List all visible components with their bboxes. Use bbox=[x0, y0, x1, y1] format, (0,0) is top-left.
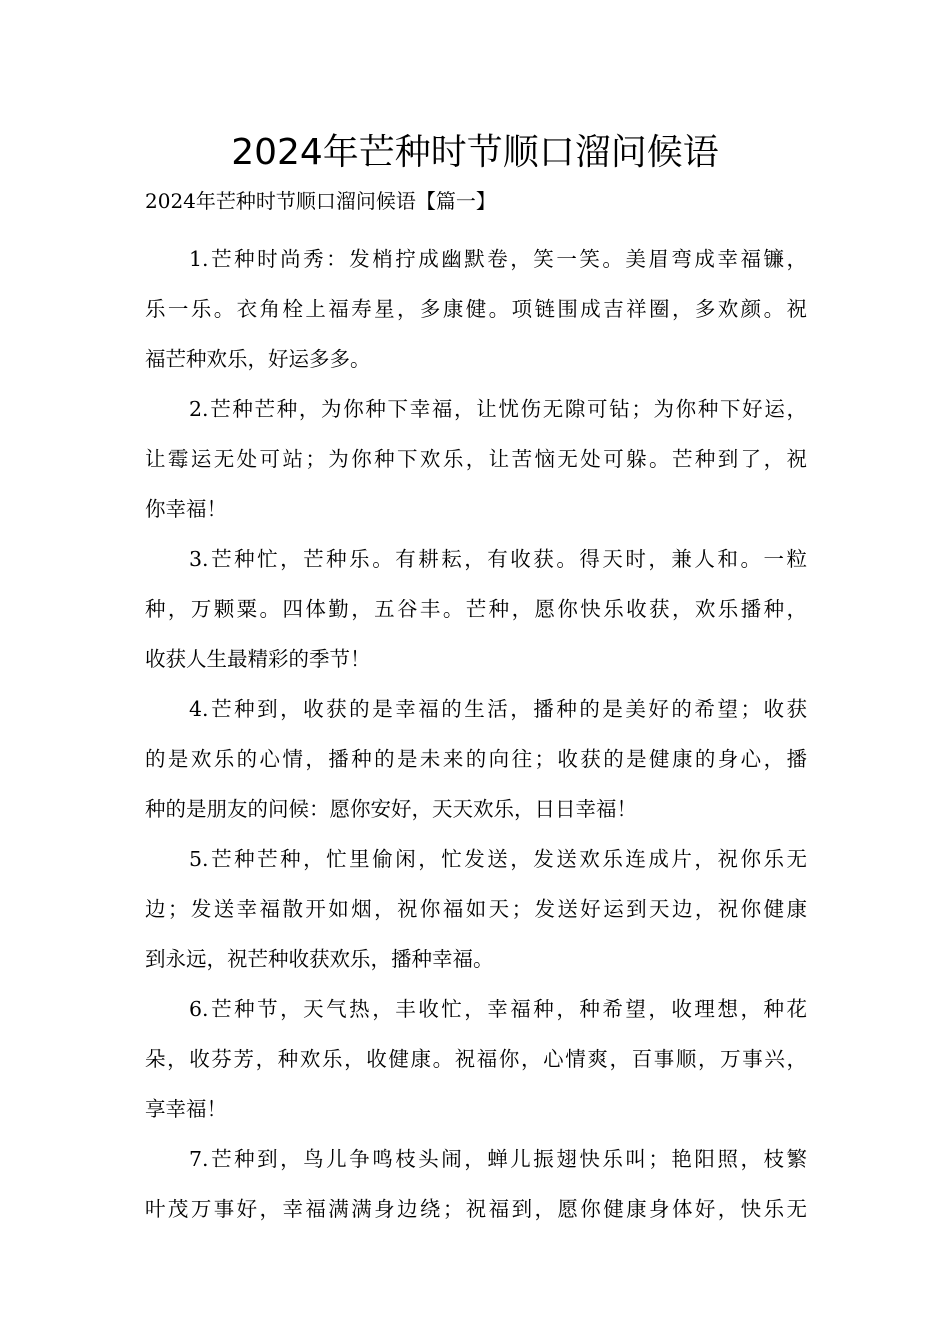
paragraph-line: 1.芒种时尚秀：发梢拧成幽默卷，笑一笑。美眉弯成幸福镰， bbox=[189, 247, 807, 271]
paragraph-line: 4.芒种到，收获的是幸福的生活，播种的是美好的希望；收获 bbox=[189, 697, 807, 721]
paragraph-line: 到永远，祝芒种收获欢乐，播种幸福。 bbox=[145, 947, 494, 971]
section-heading: 2024年芒种时节顺口溜问候语【篇一】 bbox=[145, 189, 496, 213]
paragraph-line: 种，万颗粟。四体勤，五谷丰。芒种，愿你快乐收获，欢乐播种， bbox=[145, 597, 807, 621]
paragraph-line: 种的是朋友的问候：愿你安好，天天欢乐，日日幸福！ bbox=[145, 797, 637, 821]
paragraph-5 bbox=[145, 834, 807, 984]
paragraph-line: 享幸福！ bbox=[145, 1097, 227, 1121]
paragraph-line: 你幸福！ bbox=[145, 497, 227, 521]
paragraph-line: 7.芒种到，鸟儿争鸣枝头闹，蝉儿振翅快乐叫；艳阳照，枝繁 bbox=[189, 1147, 807, 1171]
document-body bbox=[145, 234, 807, 1234]
paragraph-line: 福芒种欢乐，好运多多。 bbox=[145, 347, 371, 371]
paragraph-line: 朵，收芬芳，种欢乐，收健康。祝福你，心情爽，百事顺，万事兴， bbox=[145, 1047, 807, 1071]
paragraph-4 bbox=[145, 684, 807, 834]
paragraph-line: 乐一乐。衣角栓上福寿星，多康健。项链围成吉祥圈，多欢颜。祝 bbox=[145, 297, 807, 321]
paragraph-line: 叶茂万事好，幸福满满身边绕；祝福到，愿你健康身体好，快乐无 bbox=[145, 1197, 807, 1221]
paragraph-1 bbox=[145, 234, 807, 384]
paragraph-7 bbox=[145, 1134, 807, 1234]
paragraph-line: 3.芒种忙，芒种乐。有耕耘，有收获。得天时，兼人和。一粒 bbox=[189, 547, 807, 571]
document-title: 2024年芒种时节顺口溜问候语 bbox=[231, 132, 719, 173]
paragraph-line: 2.芒种芒种，为你种下幸福，让忧伤无隙可钻；为你种下好运， bbox=[189, 397, 807, 421]
paragraph-line: 的是欢乐的心情，播种的是未来的向往；收获的是健康的身心，播 bbox=[145, 747, 807, 771]
paragraph-3 bbox=[145, 534, 807, 684]
paragraph-2 bbox=[145, 384, 807, 534]
paragraph-line: 6.芒种节，天气热，丰收忙，幸福种，种希望，收理想，种花 bbox=[189, 997, 807, 1021]
paragraph-6 bbox=[145, 984, 807, 1134]
paragraph-line: 让霉运无处可站；为你种下欢乐，让苦恼无处可躲。芒种到了，祝 bbox=[145, 447, 807, 471]
paragraph-line: 5.芒种芒种，忙里偷闲，忙发送，发送欢乐连成片，祝你乐无 bbox=[189, 847, 807, 871]
paragraph-line: 收获人生最精彩的季节！ bbox=[145, 647, 371, 671]
paragraph-line: 边；发送幸福散开如烟，祝你福如天；发送好运到天边，祝你健康 bbox=[145, 897, 807, 921]
